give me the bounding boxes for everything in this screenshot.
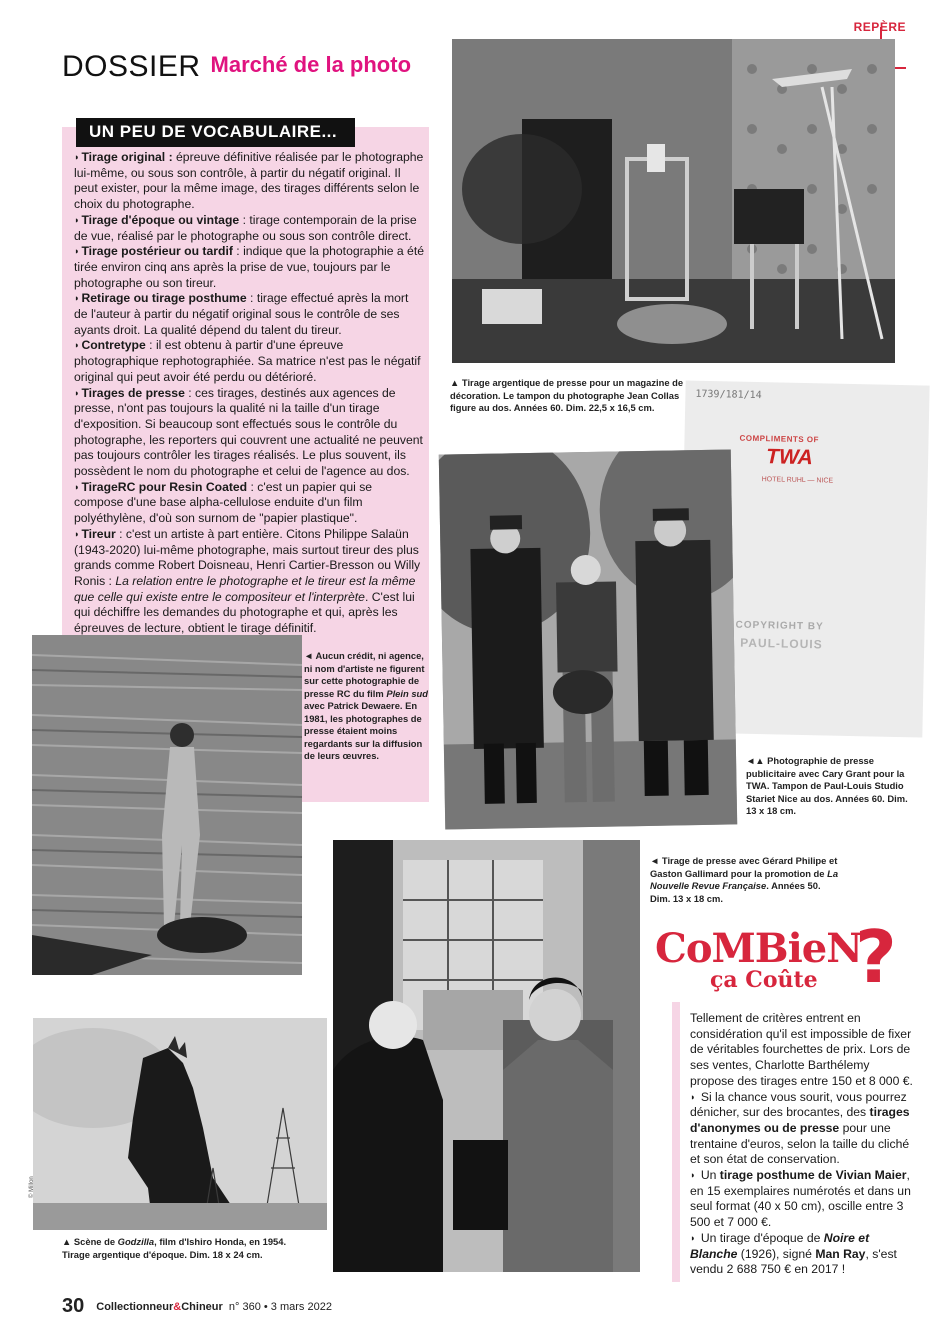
- caption-philipe: ◄ Tirage de presse avec Gérard Philipe et Gaston Gallimard pour la promotion de La Nouvelle Revue Française. Années 50. Dim. 13 x 18 cm.: [650, 855, 839, 904]
- photo-credit: © Millon: [29, 1176, 35, 1198]
- vocab-entry: ◗ TirageRC pour Resin Coated : c'est un papier qui se compose d'une base alpha-cellulose enduite d'un film polyéthylène, d'où son surnom de "papier plastique".: [74, 479, 373, 526]
- vocab-entry: ◗ Tirage original : épreuve définitive réalisée par le photographe lui-même, ou sous son contrôle, à partir du négatif original. Il peut exister, pour la même image, des tirages différents selon le choix du photographe.: [74, 150, 424, 212]
- stamp-copyright: COPYRIGHT BY: [735, 619, 824, 633]
- vocab-text: [74, 150, 424, 637]
- photo-cary-grant-twa: [439, 449, 738, 829]
- vocab-title: UN PEU DE VOCABULAIRE...: [76, 118, 355, 147]
- cost-item: ◗ Un tirage d'époque de Noire et Blanche (1926), signé Man Ray, s'est vendu 2 688 750 € en 2017 !: [690, 1230, 897, 1277]
- cost-item: ◗ Un tirage posthume de Vivian Maier, en 15 exemplaires numérotés et dans un seul format (40 x 50 cm), oscille entre 3 500 et 7 000 €.: [690, 1168, 911, 1230]
- question-mark-icon: ?: [855, 915, 897, 999]
- issue-info: n° 360 • 3 mars 2022: [228, 1301, 332, 1313]
- twa-logo: TWA: [765, 445, 814, 470]
- stamp-studio: PAUL-LOUIS: [740, 635, 823, 652]
- vocab-entry-tireur: ◗ Tireur : c'est un artiste à part entière. Citons Philippe Salaün (1943-2020) lui-même photographe, mais surtout tireur des plus grands comme Robert Doisneau, Henri Cartier-Bresson ou Willy Ronis : La relation entre le photographe et le tireur est la même que celle qui existe entre le compositeur et l'interprète. C'est lui qui déchiffre les demandes du photographe et qui, après les épreuves de lecture, obtient le tirage définitif.: [74, 526, 421, 636]
- combien-line1: CoMBieN: [655, 925, 862, 972]
- photo-plein-sud: [32, 635, 302, 975]
- cost-item: ◗ Si la chance vous sourit, vous pourrez dénicher, sur des brocantes, des tirages d'anonymes ou de presse pour une trentaine d'euros, selon la taille du cliché et son état de conservation.: [690, 1089, 910, 1167]
- vocab-entry: ◗ Retirage ou tirage posthume : tirage effectué après la mort de l'auteur à partir du négatif original sous le contrôle de ses ayants droit. La qualité dépend du talent du tireur.: [74, 291, 409, 337]
- caption-decoration: ▲ Tirage argentique de presse pour un magazine de décoration. Le tampon du photographe Jean Collas figure au dos. Années 60. Dim. 22,5 x 16,5 cm.: [450, 377, 684, 413]
- stamp-ref: 1739/181/14: [695, 388, 762, 402]
- caption-plein-sud: ◄ Aucun crédit, ni agence, ni nom d'artiste ne figurent sur cette photographie de presse RC du film Plein sud avec Patrick Dewaere. En 1981, les photographes de presse étaient moins regardants sur la diffusion de leurs œuvres.: [304, 650, 428, 761]
- cost-intro: Tellement de critères entrent en considération qu'il est impossible de fixer de véritables fourchettes de prix. Lors de ses ventes, Charlotte Barthélemy propose des tirages entre 150 et 8 000 €.: [690, 1011, 913, 1088]
- page-number: 30: [62, 1295, 85, 1317]
- stamp-hotel: HOTEL RUHL — NICE: [761, 476, 834, 485]
- magazine-amp: &: [173, 1301, 182, 1313]
- cost-accent-bar: [672, 1002, 680, 1282]
- dossier-label: DOSSIER: [62, 50, 201, 83]
- caption-godzilla: ▲ Scène de Godzilla, film d'Ishiro Honda, en 1954. Tirage argentique d'époque. Dim. 18 x 24 cm.: [62, 1236, 287, 1260]
- cost-text: [690, 1011, 915, 1278]
- magazine-name-a: Collectionneur: [96, 1301, 174, 1313]
- photo-decoration-interior: [452, 39, 895, 363]
- vocab-entry: ◗ Contretype : il est obtenu à partir d'une épreuve photographique rephotographiée. Sa matrice n'est pas le négatif original qui peut avoir été perdu ou détérioré.: [74, 338, 421, 384]
- dossier-subtitle: Marché de la photo: [210, 52, 412, 77]
- caption-twa: ◄▲ Photographie de presse publicitaire avec Cary Grant pour la TWA. Tampon de Paul-Louis Studio Stariet Nice au dos. Années 60. Dim. 13 x 18 cm.: [746, 755, 908, 816]
- photo-gerard-philipe: [333, 840, 640, 1272]
- combien-heading: [655, 915, 905, 1005]
- section-label: REPÈRE: [854, 20, 906, 34]
- vocab-entry: ◗ Tirage postérieur ou tardif : indique que la photographie a été tirée environ cinq ans après la prise de vue, toujours par le photographe ou son tireur.: [74, 244, 424, 290]
- footer: [62, 1295, 332, 1318]
- page-title: [62, 50, 411, 84]
- vocab-entry: ◗ Tirages de presse : ces tirages, destinés aux agences de presse, n'ont pas toujours la qualité ni la taille d'un tirage d'exposition. Si beaucoup sont effectués sous le contrôle du photographe, les reporters qui couvrent une actualité ne peuvent pas toujours contrôler les tirages réalisés. Le plus souvent, ils possèdent le nom du photographe et celui de l'agence au dos.: [74, 385, 423, 479]
- stamp-compliments: COMPLIMENTS OF: [739, 433, 820, 445]
- magazine-name-b: Chineur: [181, 1301, 223, 1313]
- vocab-entry: ◗ Tirage d'époque ou vintage : tirage contemporain de la prise de vue, réalisé par le photographe ou sous son contrôle direct.: [74, 212, 417, 243]
- combien-line2: ça Coûte: [710, 967, 818, 993]
- photo-godzilla: [33, 1018, 327, 1230]
